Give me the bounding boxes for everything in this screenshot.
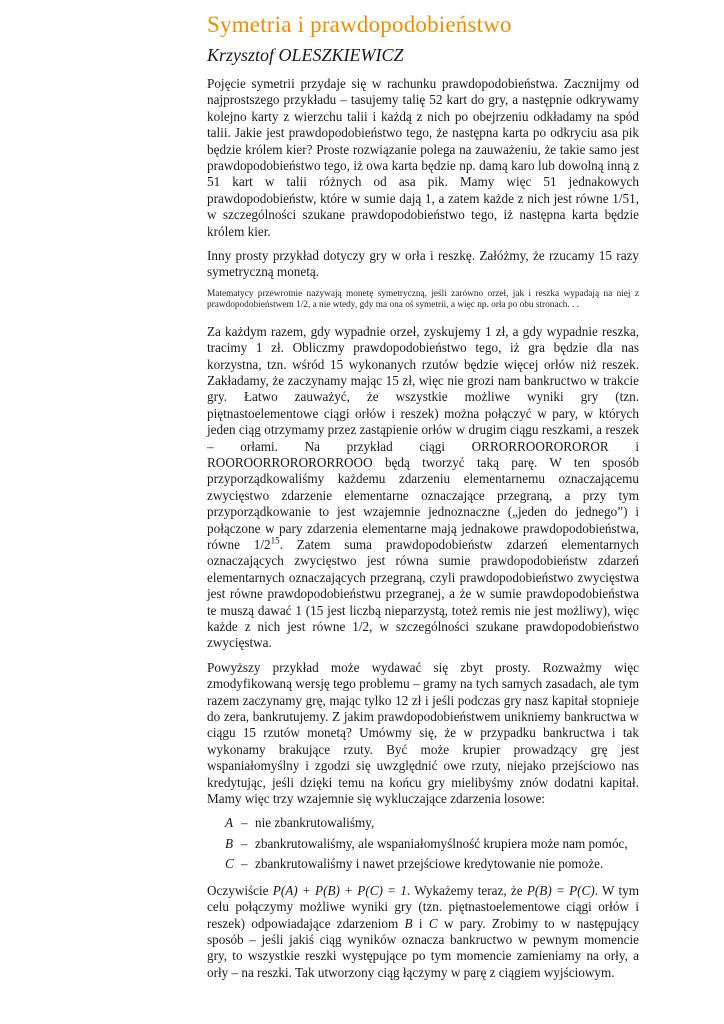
paragraph-game	[207, 324, 639, 652]
paragraph-game-text-b: . Zatem suma prawdopodobieństw zdarzeń elementarnych oznaczających zwycięstwo jest równa sumie prawdopodobieństw zdarzeń elementarnych oznaczających przegraną, czyli prawdopodobieństwo zwycięstwa jest równe prawdopodobieństwu przegranej, a że w sumie prawdopodobieństwa te muszą dawać 1 (15 jest liczbą nieparzystą, toteż remis nie jest możliwy), więc każde z nich jest równe 1/2, w szczególności szukane prawdopodobieństwo zwycięstwa.	[207, 536, 639, 651]
math-b: B	[404, 915, 413, 931]
paragraph-proof	[207, 883, 639, 981]
event-label: A	[225, 815, 234, 831]
paragraph-intro: Pojęcie symetrii przydaje się w rachunku prawdopodobieństwa. Zacznijmy od najprostszego przykładu – tasujemy talię 52 kart do gry, a następnie odkrywamy kolejno karty z wierzchu talii i każdą z nich po obejrzeniu odkładamy na spód talii. Jakie jest prawdopodobieństwo tego, że następna karta po odkryciu asa pik będzie królem kier? Proste rozwiązanie polega na zauważeniu, że takie samo jest prawdopodobieństwo tego, iż owa karta będzie np. damą karo lub dowolną inną z 51 kart w talii różnych od asa pik. Mamy więc 51 jednakowych prawdopodobieństw, które w sumie dają 1, a zatem każde z nich jest równe 1/51, w szczególności szukane prawdopodobieństwo tego, iż następna karta będzie królem kier.	[207, 76, 639, 239]
event-dash: –	[241, 815, 248, 831]
math-c: C	[428, 915, 438, 931]
event-dash: –	[241, 835, 248, 851]
exponent: 15	[270, 535, 280, 546]
proof-text: i	[412, 915, 429, 931]
paragraph-coin: Inny prosty przykład dotyczy gry w orła i reszkę. Załóżmy, że rzucamy 15 razy symetryczną monetą.	[207, 248, 639, 280]
event-dash: –	[241, 856, 248, 872]
proof-text: Oczywiście	[207, 882, 273, 898]
event-item	[225, 836, 639, 852]
math-sum: P(A) + P(B) + P(C) = 1	[272, 882, 407, 898]
event-list	[225, 815, 639, 872]
author-name: Krzysztof OLESZKIEWICZ	[207, 45, 404, 65]
math-equality: P(B) = P(C)	[526, 882, 595, 898]
proof-text: w pary. Zrobimy to w następujący sposób – jeśli jakiś ciąg wyników oznacza bankructwo w pewnym momencie gry, to wszystkie reszki występujące po tym momencie zamieniamy na orły, a orły – na reszki. Tak utworzony ciąg łączymy w parę z ciągiem wyjściowym.	[207, 915, 639, 980]
event-item	[225, 815, 639, 831]
event-label: B	[225, 835, 234, 851]
article	[207, 10, 639, 989]
event-label: C	[225, 856, 234, 872]
event-text: zbankrutowaliśmy i nawet przejściowe kredytowanie nie pomoże.	[255, 856, 604, 872]
proof-text: . W tym celu połączymy możliwe wyniki gry (tzn. piętnastoelementowe ciągi orłów i reszek) odpowiadające zdarzeniom	[207, 882, 639, 931]
event-text: nie zbankrutowaliśmy,	[255, 815, 375, 831]
proof-text: . Wykażemy teraz, że	[406, 882, 527, 898]
side-note: Matematycy przewrotnie nazywają monetę symetryczną, jeśli zarówno orzeł, jak i reszka wypadają na niej z prawdopodobieństwem 1/2, a nie wtedy, gdy ma ona oś symetrii, a więc np. orła po obu stronach. . .	[207, 288, 639, 311]
paragraph-bankruptcy: Powyższy przykład może wydawać się zbyt prosty. Rozważmy więc zmodyfikowaną wersję tego problemu – gramy na tych samych zasadach, ale tym razem zaczynamy grę, mając tylko 12 zł i jeśli podczas gry nasz kapitał stopnieje do zera, bankrutujemy. Z jakim prawdopodobieństwem unikniemy bankructwa w ciągu 15 rzutów monetą? Umówmy się, że w przypadku bankructwa i tak wykonamy brakujące rzuty. Być może krupier prowadzący grę jest wspaniałomyślny i zgodzi się uwzględnić owe rzuty, niejako przejściowo nas kredytując, jeśli dzięki temu na końcu gry mielibyśmy znów dodatni kapitał. Mamy więc trzy wzajemnie się wykluczające zdarzenia losowe:	[207, 659, 639, 807]
event-item	[225, 856, 639, 872]
paragraph-game-text-a: Za każdym razem, gdy wypadnie orzeł, zyskujemy 1 zł, a gdy wypadnie reszka, tracimy 1 zł. Obliczmy prawdopodobieństwo tego, iż gra będzie dla nas korzystna, tzn. wśród 15 wykonanych rzutów będzie więcej orłów niż reszek. Zakładamy, że zaczynamy mając 15 zł, więc nie grozi nam bankructwo w trakcie gry. Łatwo zauważyć, że wszystkie możliwe wyniki gry (tzn. piętnastoelementowe ciągi orłów i reszek) można połączyć w pary, w których jeden ciąg otrzymamy przez zastąpienie orłów w drugim ciągu reszkami, a reszek – orłami. Na przykład ciągi ORRORROOROROROR i ROOROORRORORORROOO będą tworzyć taką parę. W ten sposób przyporządkowaliśmy każdemu zdarzeniu elementarnemu oznaczającemu zwycięstwo zdarzenie elementarne oznaczające przegraną, a przy tym przyporządkowanie to jest wzajemnie jednoznaczne („jeden do jednego”) i połączone w pary zdarzenia elementarne mają jednakowe prawdopodobieństwa, równe 1/2	[207, 323, 639, 552]
article-title: Symetria i prawdopodobieństwo	[207, 12, 512, 37]
event-text: zbankrutowaliśmy, ale wspaniałomyślność krupiera może nam pomóc,	[255, 835, 628, 851]
